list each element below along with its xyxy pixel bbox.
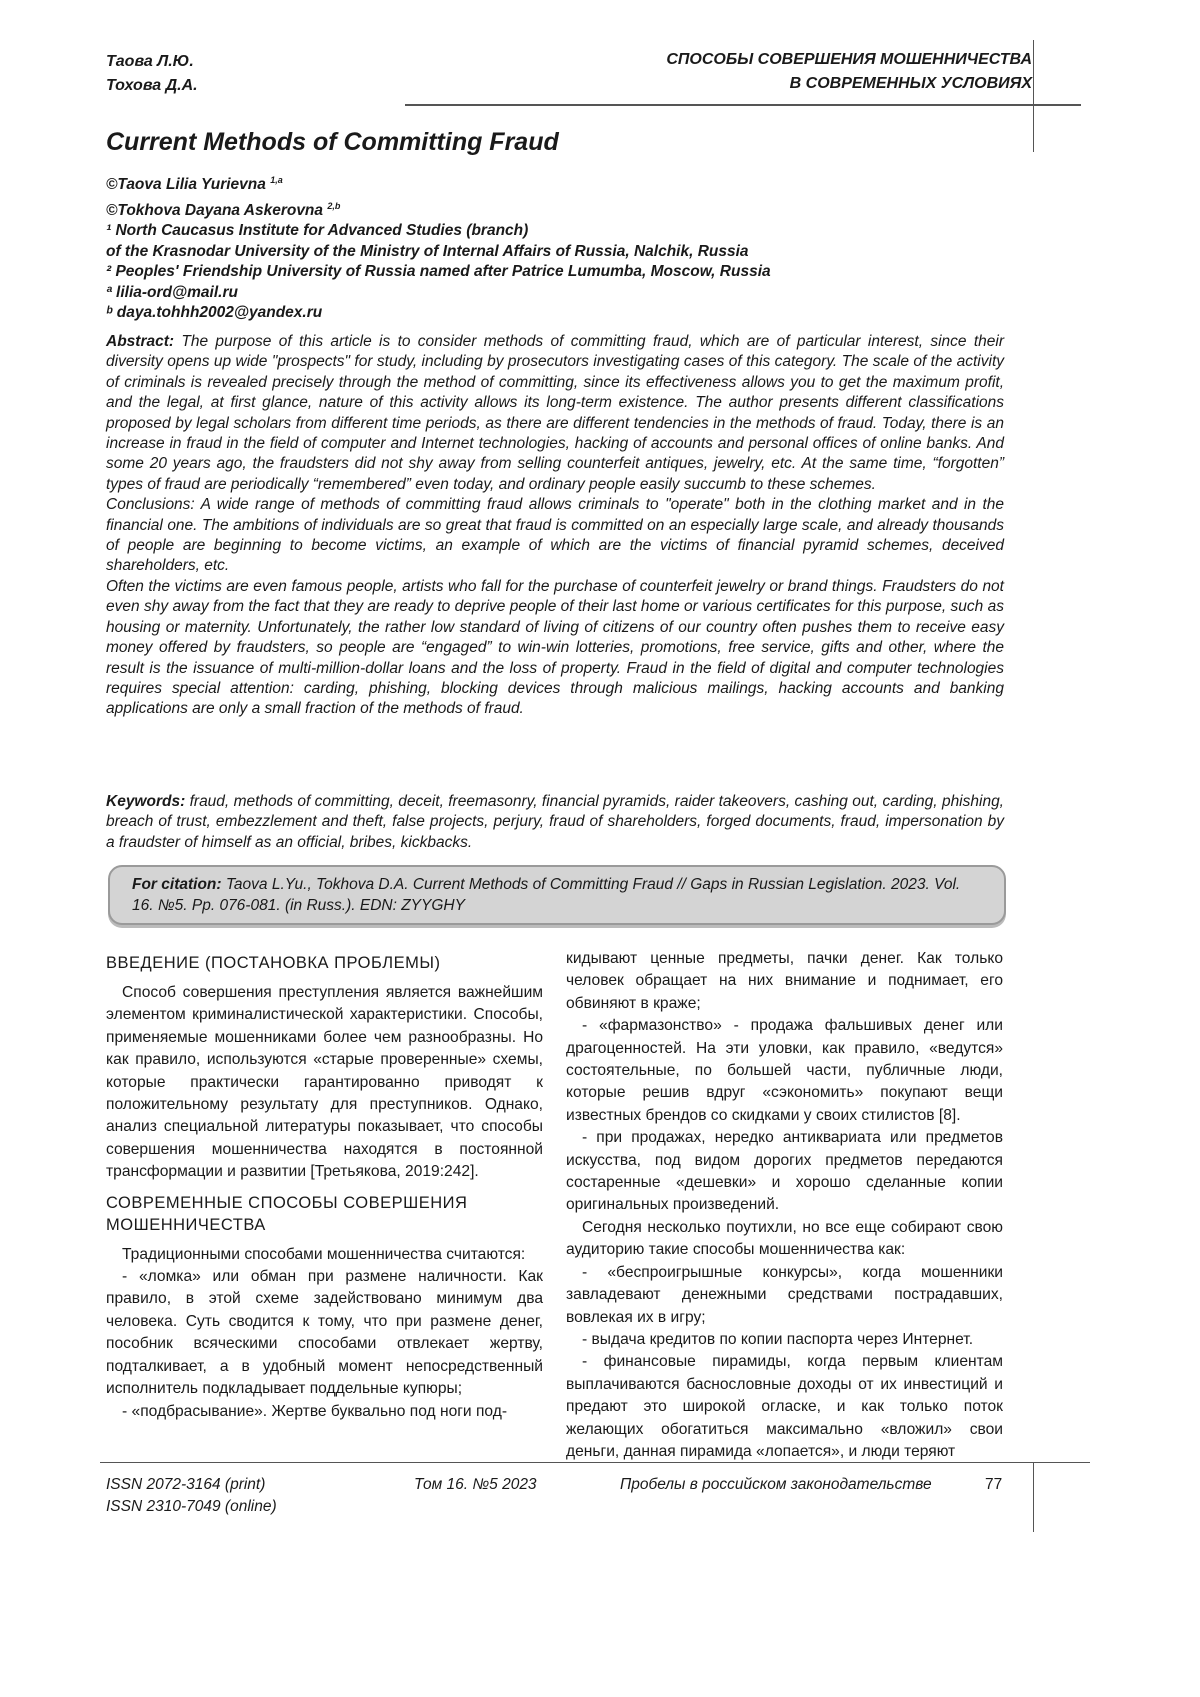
footer-vertical-rule xyxy=(1033,1462,1034,1532)
right-column xyxy=(566,948,1003,1463)
body-paragraph: - при продажах, нередко антиквариата или предметов искусства, под видом дорогих предметов передаются состаренные «дешевки» и хорошо сделанные копии оригинальных произведений. xyxy=(566,1127,1003,1217)
citation-box: For citation: Taova L.Yu., Tokhova D.A. Current Methods of Committing Fraud // Gaps in Russian Legislation. 2023. Vol. 16. №5. Pp. 076-081. (in Russ.). EDN: ZYYGHY xyxy=(108,865,1006,925)
body-paragraph: Традиционными способами мошенничества считаются: xyxy=(106,1244,543,1266)
abstract-paragraph: Often the victims are even famous people, artists who fall for the purchase of counterfeit jewelry or brand things. Fraudsters do not even shy away from the fact that they are ready to deprive people of their last home or various certificates for this purpose, such as housing or maternity. Unfortunately, the rather low standard of living of citizens of our country often pushes them to receive easy money offered by fraudsters, so people are “engaged” to win-win lotteries, promotions, free service, gifts and other, where the result is the issuance of multi-million-dollar loans and the loss of property. Fraud in the field of digital and computer technologies requires special attention: carding, phishing, blocking devices through malicious mailings, hacking accounts and banking applications are only a small fraction of the methods of fraud. xyxy=(106,577,1004,720)
issn-online: ISSN 2310-7049 (online) xyxy=(106,1496,277,1518)
section-heading: СОВРЕМЕННЫЕ СПОСОБЫ СОВЕРШЕНИЯ МОШЕННИЧЕСТВА xyxy=(106,1192,543,1236)
body-paragraph: - «фармазонство» - продажа фальшивых денег или драгоценностей. На эти уловки, как правило, «ведутся» состоятельные, по большей части, публичные люди, которые решив вдруг «сэкономить» покупают вещи известных брендов со скидками у своих стилистов [8]. xyxy=(566,1015,1003,1127)
author-affiliations xyxy=(106,170,771,324)
author-line: ©Taova Lilia Yurievna 1,a xyxy=(106,170,771,196)
running-authors xyxy=(106,50,198,98)
header-vertical-rule xyxy=(1033,40,1034,152)
body-paragraph: - финансовые пирамиды, когда первым клиентам выплачиваются баснословные доходы от их инвестиций и предают это широкой огласке, и как только поток желающих обогатиться максимально «вложил» свои деньги, данная пирамида «лопается», и люди теряют xyxy=(566,1351,1003,1463)
body-paragraph: - «беспроигрышные конкурсы», когда мошенники завладевают денежными средствами пострадавших, вовлекая их в игру; xyxy=(566,1262,1003,1329)
issn xyxy=(106,1474,277,1518)
abstract-paragraph: Abstract: The purpose of this article is to consider methods of committing fraud, which are of particular interest, since their diversity opens up wide "prospects" for study, including by prosecutors investigating cases of this category. The scale of the activity of criminals is revealed precisely through the method of committing, since its effectiveness allows you to get the maximum profit, and the legal, at first glance, nature of this activity allows its long-term existence. The author presents different classifications proposed by legal scholars from different time periods, as there are different tendencies in the methods of fraud. Today, there is an increase in fraud in the field of computer and Internet technologies, hacking of accounts and personal offices of online banks. And some 20 years ago, the fraudsters did not shy away from selling counterfeit antiques, jewelry, etc. At the same time, “forgotten” types of fraud are periodically “remembered” even today, and ordinary people easily succumb to these schemes. xyxy=(106,332,1004,495)
body-paragraph: - «ломка» или обман при размене наличности. Как правило, в этой схеме задействовано минимум два человека. Суть сводится к тому, что при размене денег, пособник всяческими способами отвлекает жертву, подталкивает, а в удобный момент непосредственный исполнитель подкладывает поддельные купюры; xyxy=(106,1266,543,1400)
author-ru-1: Таова Л.Ю. xyxy=(106,50,198,74)
section-heading: ВВЕДЕНИЕ (ПОСТАНОВКА ПРОБЛЕМЫ) xyxy=(106,952,543,974)
affiliation-line: ¹ North Caucasus Institute for Advanced Studies (branch) xyxy=(106,221,771,242)
body-paragraph: кидывают ценные предметы, пачки денег. Как только человек обращает на них внимание и поднимает, его обвиняют в краже; xyxy=(566,948,1003,1015)
running-title-line-1: СПОСОБЫ СОВЕРШЕНИЯ МОШЕННИЧЕСТВА xyxy=(666,48,1032,72)
page-number: 77 xyxy=(985,1474,1002,1496)
keywords: Keywords: fraud, methods of committing, deceit, freemasonry, financial pyramids, raider takeovers, cashing out, carding, phishing, breach of trust, embezzlement and theft, false projects, perjury, fraud of shareholders, forged documents, fraud, impersonation by a fraudster of himself as an official, bribes, kickbacks. xyxy=(106,792,1004,853)
body-paragraph: - выдача кредитов по копии паспорта через Интернет. xyxy=(566,1329,1003,1351)
volume-issue: Том 16. №5 2023 xyxy=(414,1474,537,1496)
body-paragraph: Способ совершения преступления является важнейшим элементом криминалистической характеристики. Способы, применяемые мошенниками более чем разнообразны. Но как правило, используются «старые проверенные» схемы, которые практически гарантированно приводят к положительному результату для преступников. Однако, анализ специальной литературы показывает, что способы совершения мошенничества находятся в постоянной трансформации и развитии [Третьякова, 2019:242]. xyxy=(106,982,543,1184)
author-ru-2: Тохова Д.А. xyxy=(106,74,198,98)
affiliation-line: of the Krasnodar University of the Ministry of Internal Affairs of Russia, Nalchik, Russia xyxy=(106,242,771,263)
journal-name: Пробелы в российском законодательстве xyxy=(620,1474,932,1496)
issn-print: ISSN 2072-3164 (print) xyxy=(106,1474,277,1496)
affiliation-line: ² Peoples' Friendship University of Russia named after Patrice Lumumba, Moscow, Russia xyxy=(106,262,771,283)
email-line: ᵇ daya.tohhh2002@yandex.ru xyxy=(106,303,771,324)
author-line: ©Tokhova Dayana Askerovna 2,b xyxy=(106,196,771,222)
article-title: Current Methods of Committing Fraud xyxy=(106,128,559,157)
left-column xyxy=(106,948,543,1423)
abstract xyxy=(106,332,1004,720)
email-line: ª lilia-ord@mail.ru xyxy=(106,283,771,304)
body-paragraph: - «подбрасывание». Жертве буквально под ноги под- xyxy=(106,1401,543,1423)
running-title xyxy=(666,48,1032,96)
footer-divider xyxy=(100,1462,1090,1463)
running-title-line-2: В СОВРЕМЕННЫХ УСЛОВИЯХ xyxy=(666,72,1032,96)
abstract-conclusions: Conclusions: A wide range of methods of committing fraud allows criminals to "operate" both in the clothing market and in the financial one. The ambitions of individuals are so great that fraud is committed on an especially large scale, and already thousands of people are beginning to become victims, an example of which are the victims of financial pyramid schemes, deceived shareholders, etc. xyxy=(106,495,1004,577)
body-paragraph: Сегодня несколько поутихли, но все еще собирают свою аудиторию такие способы мошенничества как: xyxy=(566,1217,1003,1262)
header-divider xyxy=(405,104,1081,106)
